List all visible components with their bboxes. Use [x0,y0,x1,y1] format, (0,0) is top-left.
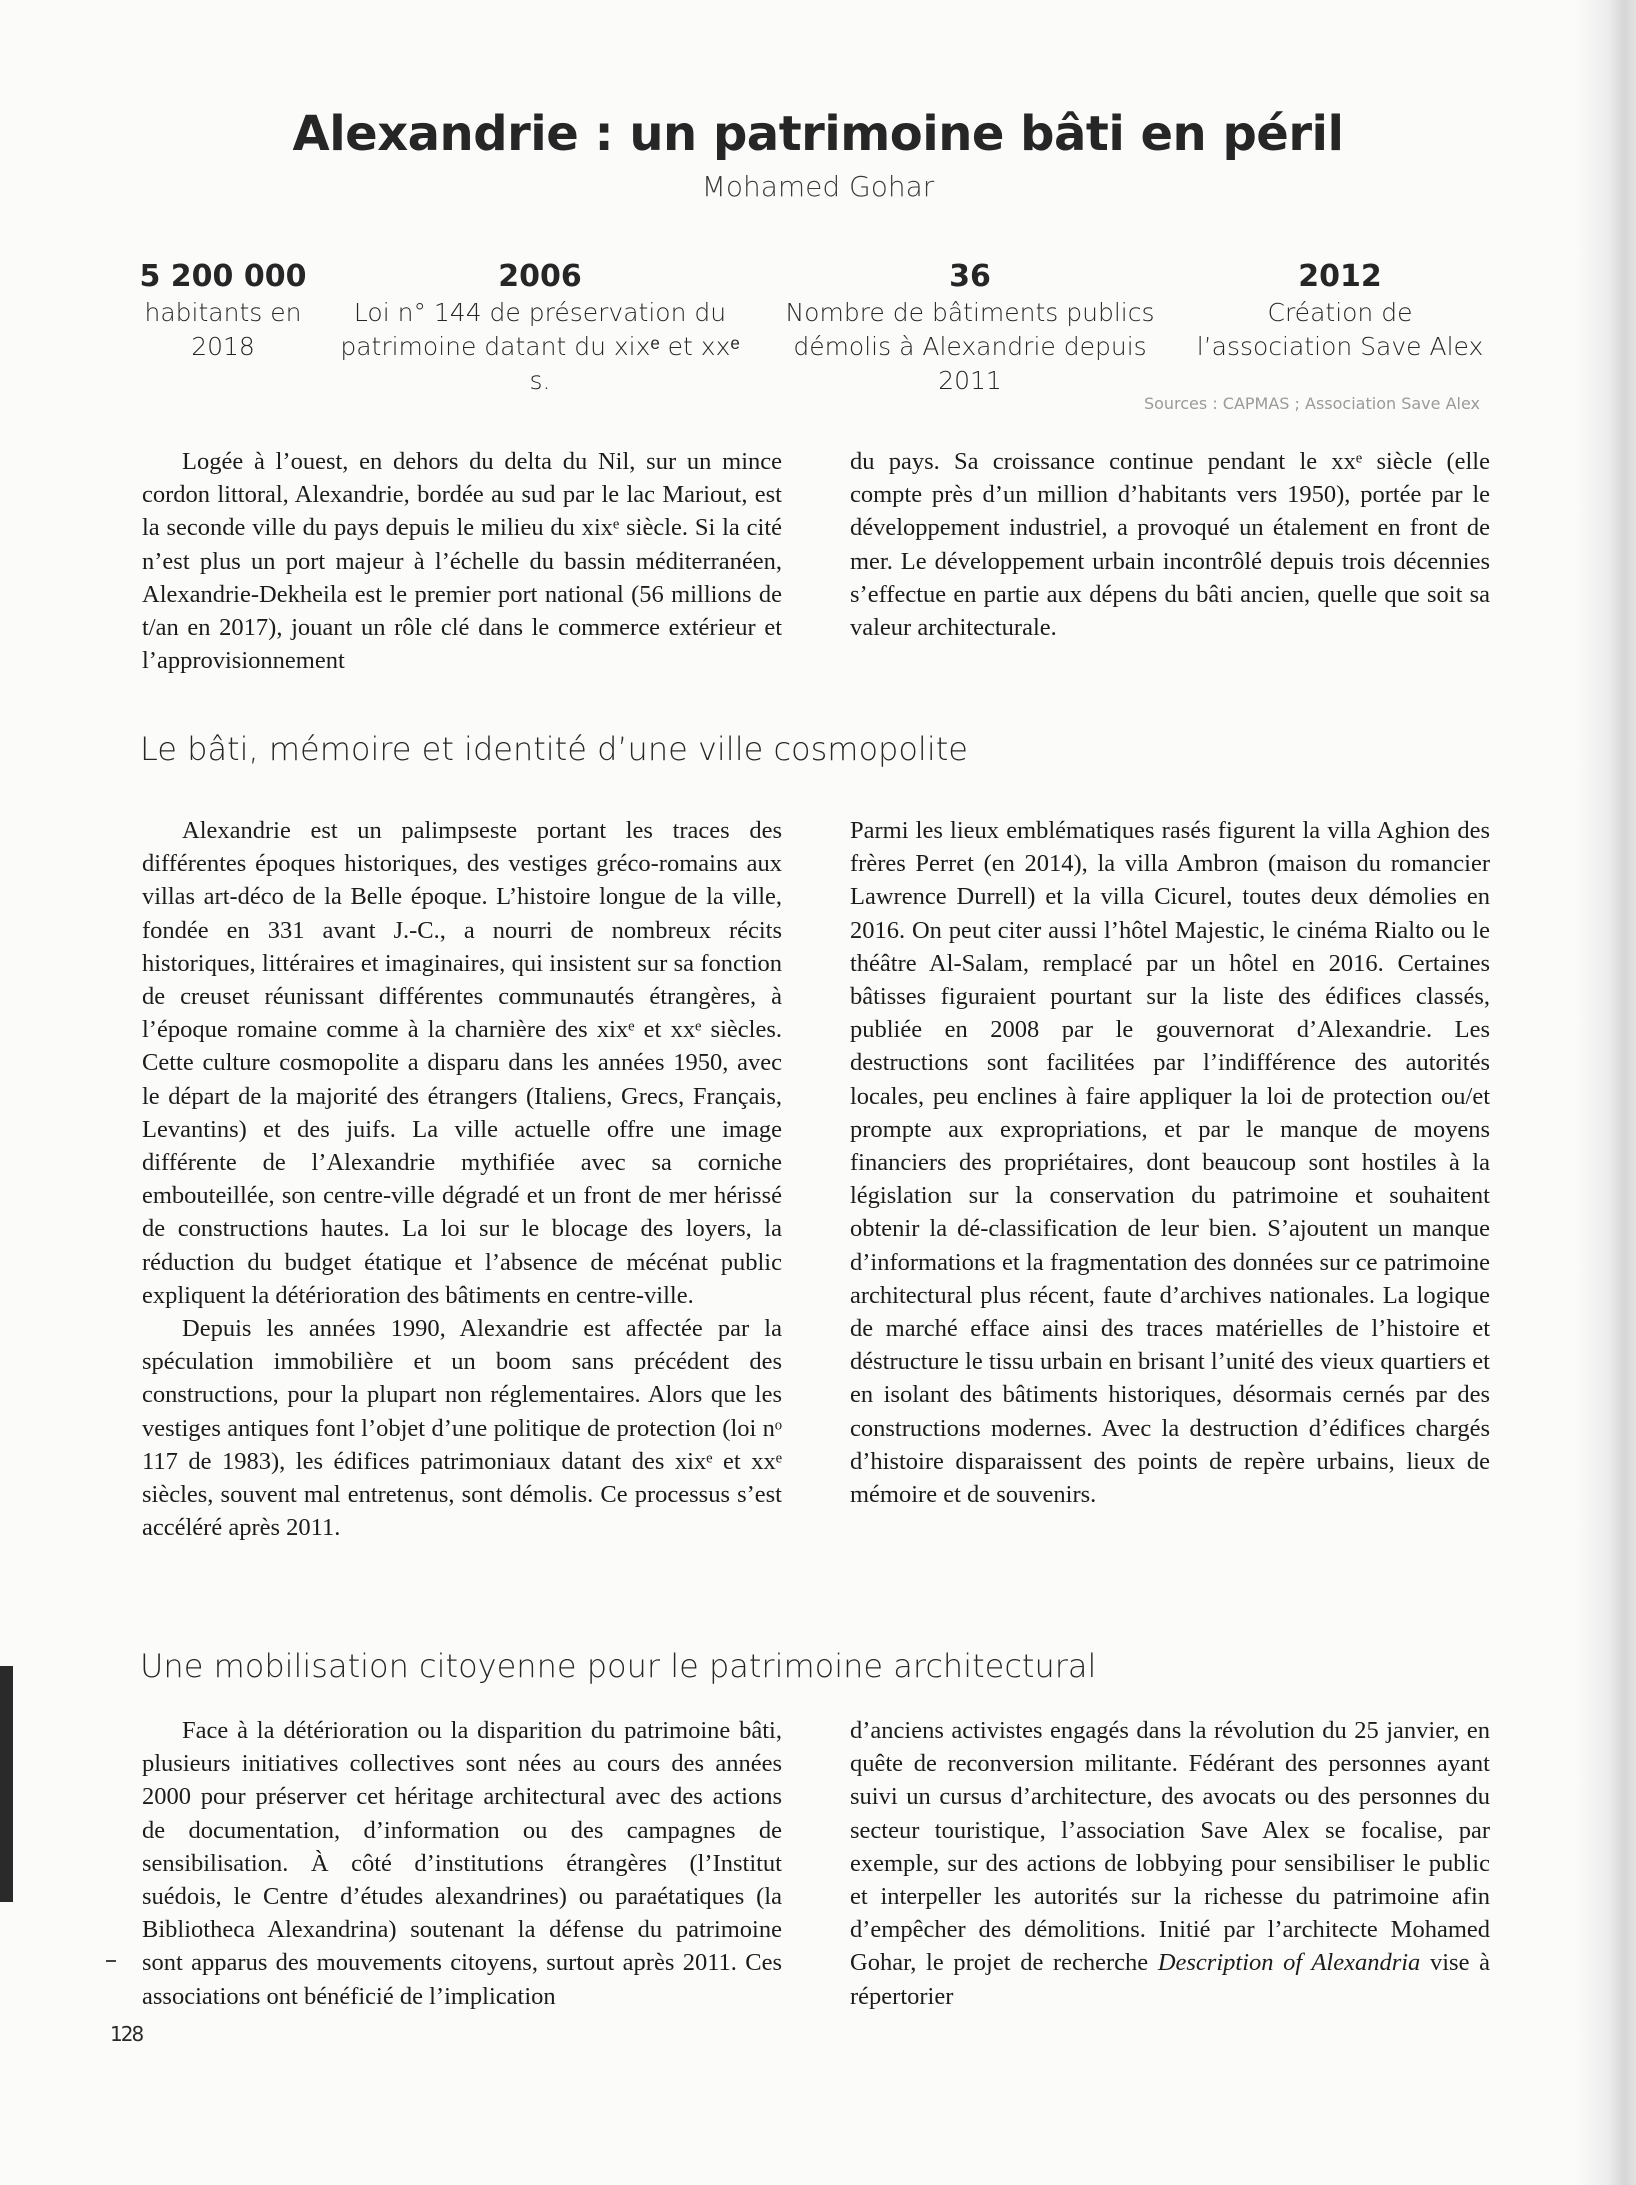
stat-desc-line1: Nombre de bâtiments publics [785,298,1155,327]
page-gutter-shadow [1576,0,1636,2185]
intro-column-left [142,445,782,677]
stat-population [118,258,328,364]
section2-column-left [142,1714,782,2013]
margin-tick-mark [106,1960,116,1962]
stat-desc-line2: démolis à Alexandrie depuis 2011 [793,332,1147,395]
section1-column-left [142,814,782,1544]
stat-desc-line2: 2018 [191,332,255,361]
project-title-italic: Description of Alexandria [1157,1949,1421,1977]
chapter-edge-marker [0,1666,13,1902]
stat-desc-line2: l’association Save Alex [1196,332,1484,361]
section1-paragraph-3: Parmi les lieux emblématiques rasés figurent la villa Aghion des frères Perret (en 2014), la villa Ambron (maison du romancier Lawrence Durrell) et la villa Cicurel, toutes deux démolies en 2016. On peut citer aussi l’hôtel Majestic, le cinéma Rialto ou le théâtre Al-Salam, remplacé par un hôtel en 2016. Certaines bâtisses figuraient pourtant sur la liste des édifices classés, publiée en 2008 par le gouvernorat d’Alexandrie. Les destructions sont facilitées par l’indifférence des autorités locales, peu enclines à faire appliquer la loi de protection ou/et prompte aux expropriations, et par le manque de moyens financiers des propriétaires, dont beaucoup sont hostiles à la législation sur la conservation du patrimoine et souhaitent obtenir la dé-classification de leur bien. S’ajoutent un manque d’informations et la fragmentation des données sur ce patrimoine architectural plus récent, faute d’archives nationales. La logique de marché efface ainsi des traces matérielles de l’histoire et déstructure le tissu urbain en brisant l’unité des vieux quartiers et en isolant des bâtiments historiques, désormais cernés par des constructions modernes. Avec la destruction d’édifices chargés d’histoire disparaissent des points de repère urbains, lieux de mémoire et de souvenirs. [850,817,1490,1509]
text-run: d’anciens activistes engagés dans la révolution du 25 janvier, en quête de reconversion militante. Fédérant des personnes ayant suivi un cursus d’architecture, des avocats ou des personnes du secteur touristique, l’association Save Alex se focalise, par exemple, sur des actions de lobbying pour sensibiliser le public et interpeller les autorités sur la richesse du patrimoine afin d’empêcher des démolitions. Initié par l’architecte Mohamed Gohar, le projet de recherche [850,1717,1490,1977]
page-number: 128 [110,2022,143,2046]
article-author: Mohamed Gohar [701,170,935,203]
section2-paragraph-2 [850,1714,1490,2013]
section2-paragraph-1: Face à la détérioration ou la disparition du patrimoine bâti, plusieurs initiatives collectives sont nées au cours des années 2000 pour préserver cet héritage architectural avec des actions de documentation, d’information ou des campagnes de sensibilisation. À côté d’institutions étrangères (l’Institut suédois, le Centre d’études alexandrines) ou paraétatiques (la Bibliotheca Alexandrina) soutenant la défense du patrimoine sont apparus des mouvements citoyens, surtout après 2011. Ces associations ont bénéficié de l’implication [142,1717,782,2010]
section-heading-cosmopolite: Le bâti, mémoire et identité d’une ville cosmopolite [140,730,968,768]
article-title: Alexandrie : un patrimoine bâti en péril [292,106,1344,162]
section1-paragraph-1: Alexandrie est un palimpseste portant les traces des différentes époques historiques, des vestiges gréco-romains aux villas art-déco de la Belle époque. L’histoire longue de la ville, fondée en 331 avant J.-C., a nourri de nombreux récits historiques, littéraires et imaginaires, qui insistent sur sa fonction de creuset réunissant différentes communautés étrangères, à l’époque romaine comme à la charnière des xixᵉ et xxᵉ siècles. Cette culture cosmopolite a disparu dans les années 1950, avec le départ de la majorité des étrangers (Italiens, Grecs, Français, Levantins) et des juifs. La ville actuelle offre une image différente de l’Alexandrie mythifiée avec sa corniche embouteillée, son centre-ville dégradé et un front de mer hérissé de constructions hautes. La loi sur le blocage des loyers, la réduction du budget étatique et l’absence de mécénat public expliquent la détérioration des bâtiments en centre-ville. [142,817,782,1309]
sources-note: Sources : CAPMAS ; Association Save Alex [1143,394,1480,413]
stat-save-alex-2012 [1190,258,1490,364]
intro-paragraph: Logée à l’ouest, en dehors du delta du Nil, sur un mince cordon littoral, Alexandrie, bordée au sud par le lac Mariout, est la seconde ville du pays depuis le milieu du xixᵉ siècle. Si la cité n’est plus un port majeur à l’échelle du bassin méditerranéen, Alexandrie-Dekheila est le premier port national (56 millions de t/an en 2017), jouant un rôle clé dans le commerce extérieur et l’approvisionnement [142,448,782,675]
section2-column-right [850,1714,1490,2013]
stat-desc-line1: Loi n° 144 de préservation du [353,298,727,327]
stat-desc-line2: patrimoine datant du xixᵉ et xxᵉ s. [340,332,740,395]
stat-demolished-buildings [760,258,1180,398]
stat-desc-line1: habitants en [144,298,302,327]
text-run: vise à répertorier [850,1949,1490,2010]
stat-law-2006 [330,258,750,398]
stat-value: 2012 [1298,259,1382,294]
stat-value: 2006 [498,259,582,294]
section-heading-mobilisation: Une mobilisation citoyenne pour le patrimoine architectural [140,1647,1097,1685]
section1-column-right [850,814,1490,1511]
intro-column-right [850,445,1490,644]
section1-paragraph-2: Depuis les années 1990, Alexandrie est affectée par la spéculation immobilière et un boom sans précédent des constructions, pour la plupart non réglementaires. Alors que les vestiges antiques font l’objet d’une politique de protection (loi nᵒ 117 de 1983), les édifices patrimoniaux datant des xixᵉ et xxᵉ siècles, souvent mal entretenus, sont démolis. Ce processus s’est accéléré après 2011. [142,1315,782,1542]
stat-value: 5 200 000 [139,259,307,294]
stat-value: 36 [949,259,991,294]
stat-desc-line1: Création de [1267,298,1413,327]
intro-paragraph-continued: du pays. Sa croissance continue pendant le xxᵉ siècle (elle compte près d’un million d’habitants vers 1950), portée par le développement industriel, a provoqué un étalement en front de mer. Le développement urbain incontrôlé depuis trois décennies s’effectue en partie aux dépens du bâti ancien, quelle que soit sa valeur architecturale. [850,448,1490,642]
